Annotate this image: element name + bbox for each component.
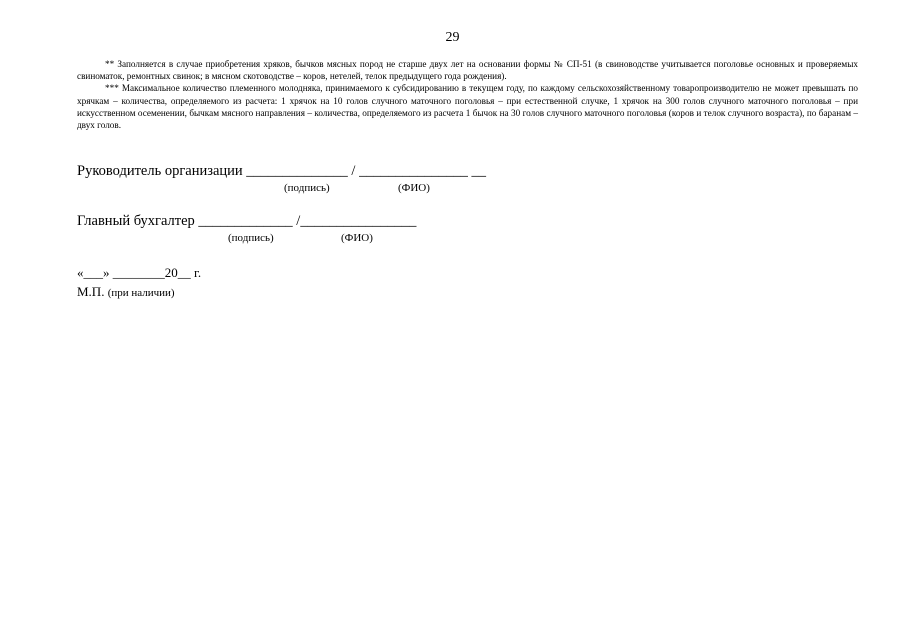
- stamp-note: (при наличии): [107, 287, 175, 299]
- head-signature-caption: (подпись): [284, 182, 330, 194]
- page-number: 29: [445, 30, 460, 45]
- accountant-signature-caption: (подпись): [228, 232, 274, 244]
- accountant-name-caption: (ФИО): [341, 232, 373, 244]
- stamp-label: М.П.: [77, 284, 105, 299]
- stamp-place: [77, 284, 175, 300]
- accountant-signature-line: Главный бухгалтер _____________ /________________: [77, 213, 417, 229]
- head-name-caption: (ФИО): [398, 182, 430, 194]
- footnote-triple-asterisk: *** Максимальное количество племенного молодняка, принимаемого к субсидированию в текущем году, по каждому сельскохозяйственному товаропроизводителю не может превышать по хрячкам – количества, определяемого из расчета: 1 хрячок на 10 голов случного маточного поголовья – при естественной случке, 1 хрячок на 300 голов случного маточного поголовья – при искусственном осеменении, бычкам мясного направления – количества, определяемого из расчета 1 бычок на 30 голов случного маточного поголовья (коров и телок случного возраста), по баранам – двух голов.: [77, 83, 858, 131]
- footnotes: [77, 58, 858, 131]
- date-line: «___» ________20__ г.: [77, 265, 202, 280]
- footnote-double-asterisk: ** Заполняется в случае приобретения хряков, бычков мясных пород не старше двух лет на основании формы № СП-51 (в свиноводстве учитывается поголовье основных и проверяемых свиноматок, ремонтных свинок; в мясном скотоводстве – коров, нетелей, телок предыдущего года рождения).: [77, 59, 858, 82]
- head-signature-line: Руководитель организации ______________ / _______________ __: [77, 163, 486, 179]
